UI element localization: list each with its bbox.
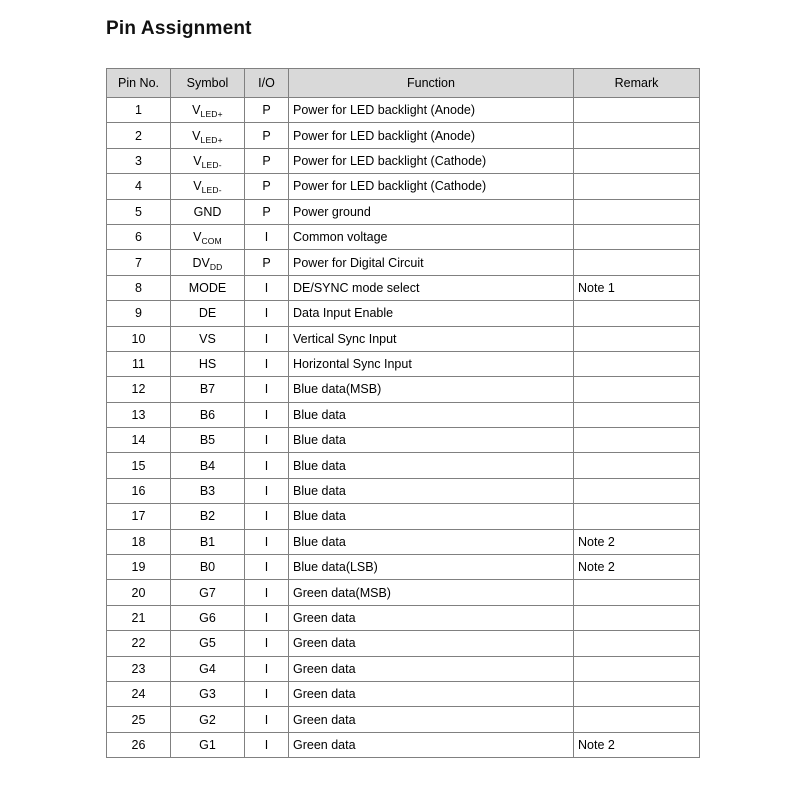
cell-symbol: B1 xyxy=(171,529,245,554)
cell-function: Green data xyxy=(289,732,574,757)
cell-symbol: B7 xyxy=(171,377,245,402)
table-row xyxy=(107,732,700,757)
cell-io: I xyxy=(245,631,289,656)
cell-function: Green data(MSB) xyxy=(289,580,574,605)
cell-pin-no: 22 xyxy=(107,631,171,656)
cell-function: Power for LED backlight (Cathode) xyxy=(289,148,574,173)
cell-symbol: G5 xyxy=(171,631,245,656)
symbol-subscript: LED+ xyxy=(200,109,223,120)
table-row xyxy=(107,250,700,275)
cell-symbol: G6 xyxy=(171,605,245,630)
cell-function: Vertical Sync Input xyxy=(289,326,574,351)
table-row xyxy=(107,580,700,605)
cell-symbol xyxy=(171,123,245,148)
cell-function: Power for LED backlight (Cathode) xyxy=(289,174,574,199)
cell-function: Horizontal Sync Input xyxy=(289,351,574,376)
cell-io: I xyxy=(245,732,289,757)
cell-symbol: G7 xyxy=(171,580,245,605)
cell-io: P xyxy=(245,199,289,224)
cell-remark xyxy=(574,605,700,630)
cell-function: Data Input Enable xyxy=(289,301,574,326)
cell-remark xyxy=(574,326,700,351)
cell-pin-no: 12 xyxy=(107,377,171,402)
cell-pin-no: 23 xyxy=(107,656,171,681)
cell-io: I xyxy=(245,275,289,300)
cell-remark xyxy=(574,631,700,656)
table-row xyxy=(107,351,700,376)
cell-symbol: G4 xyxy=(171,656,245,681)
cell-function: Power for Digital Circuit xyxy=(289,250,574,275)
cell-remark xyxy=(574,377,700,402)
cell-io: I xyxy=(245,301,289,326)
cell-symbol: B3 xyxy=(171,478,245,503)
cell-pin-no: 4 xyxy=(107,174,171,199)
table-row xyxy=(107,529,700,554)
cell-pin-no: 11 xyxy=(107,351,171,376)
cell-symbol xyxy=(171,98,245,123)
cell-io: I xyxy=(245,605,289,630)
table-row xyxy=(107,428,700,453)
cell-pin-no: 9 xyxy=(107,301,171,326)
cell-function: Blue data(MSB) xyxy=(289,377,574,402)
cell-symbol: B0 xyxy=(171,555,245,580)
table-header xyxy=(107,69,700,98)
cell-remark xyxy=(574,98,700,123)
table-row xyxy=(107,555,700,580)
table-row xyxy=(107,148,700,173)
cell-pin-no: 26 xyxy=(107,732,171,757)
cell-symbol: MODE xyxy=(171,275,245,300)
cell-remark xyxy=(574,351,700,376)
table-row xyxy=(107,707,700,732)
cell-io: P xyxy=(245,250,289,275)
cell-symbol: G1 xyxy=(171,732,245,757)
symbol-base: V xyxy=(193,179,202,194)
cell-function: Blue data xyxy=(289,529,574,554)
cell-function: Power for LED backlight (Anode) xyxy=(289,123,574,148)
pin-assignment-table xyxy=(106,68,700,758)
cell-pin-no: 3 xyxy=(107,148,171,173)
column-header-function: Function xyxy=(289,69,574,98)
cell-remark xyxy=(574,580,700,605)
column-header-io: I/O xyxy=(245,69,289,98)
cell-pin-no: 13 xyxy=(107,402,171,427)
cell-remark xyxy=(574,250,700,275)
cell-function: Green data xyxy=(289,656,574,681)
table-row xyxy=(107,275,700,300)
symbol-base: DV xyxy=(192,255,210,270)
table-row xyxy=(107,656,700,681)
table-row xyxy=(107,174,700,199)
cell-function: Green data xyxy=(289,605,574,630)
symbol-subscript: LED- xyxy=(201,185,222,196)
cell-remark: Note 1 xyxy=(574,275,700,300)
table-header-row xyxy=(107,69,700,98)
table-row xyxy=(107,605,700,630)
cell-io: I xyxy=(245,377,289,402)
cell-io: P xyxy=(245,174,289,199)
symbol-base: V xyxy=(193,153,202,168)
cell-symbol: HS xyxy=(171,351,245,376)
cell-remark: Note 2 xyxy=(574,529,700,554)
cell-io: I xyxy=(245,453,289,478)
cell-function: Common voltage xyxy=(289,224,574,249)
symbol-base: V xyxy=(192,103,201,118)
cell-symbol xyxy=(171,224,245,249)
cell-io: I xyxy=(245,402,289,427)
cell-symbol: DE xyxy=(171,301,245,326)
cell-pin-no: 5 xyxy=(107,199,171,224)
cell-remark xyxy=(574,453,700,478)
cell-remark: Note 2 xyxy=(574,732,700,757)
cell-remark xyxy=(574,478,700,503)
page-title: Pin Assignment xyxy=(106,18,252,39)
symbol-subscript: DD xyxy=(209,261,223,272)
cell-io: I xyxy=(245,681,289,706)
cell-symbol: B4 xyxy=(171,453,245,478)
cell-pin-no: 1 xyxy=(107,98,171,123)
cell-pin-no: 18 xyxy=(107,529,171,554)
cell-io: I xyxy=(245,656,289,681)
cell-remark: Note 2 xyxy=(574,555,700,580)
cell-symbol: B6 xyxy=(171,402,245,427)
cell-pin-no: 17 xyxy=(107,504,171,529)
cell-pin-no: 15 xyxy=(107,453,171,478)
cell-io: I xyxy=(245,478,289,503)
table-row xyxy=(107,326,700,351)
cell-io: I xyxy=(245,580,289,605)
cell-pin-no: 10 xyxy=(107,326,171,351)
table-row xyxy=(107,301,700,326)
cell-pin-no: 2 xyxy=(107,123,171,148)
cell-symbol: B5 xyxy=(171,428,245,453)
cell-io: P xyxy=(245,98,289,123)
symbol-subscript: LED+ xyxy=(200,134,223,145)
cell-remark xyxy=(574,402,700,427)
cell-io: I xyxy=(245,504,289,529)
cell-function: Green data xyxy=(289,681,574,706)
cell-remark xyxy=(574,174,700,199)
symbol-base: V xyxy=(193,230,202,245)
symbol-subscript: COM xyxy=(201,236,222,247)
cell-function: Blue data xyxy=(289,428,574,453)
cell-io: I xyxy=(245,707,289,732)
table-row xyxy=(107,453,700,478)
table-row xyxy=(107,199,700,224)
cell-pin-no: 8 xyxy=(107,275,171,300)
cell-symbol xyxy=(171,174,245,199)
cell-function: DE/SYNC mode select xyxy=(289,275,574,300)
cell-io: I xyxy=(245,555,289,580)
table-row xyxy=(107,681,700,706)
cell-pin-no: 6 xyxy=(107,224,171,249)
cell-remark xyxy=(574,656,700,681)
cell-pin-no: 19 xyxy=(107,555,171,580)
cell-symbol: B2 xyxy=(171,504,245,529)
table-body xyxy=(107,98,700,758)
cell-pin-no: 25 xyxy=(107,707,171,732)
cell-remark xyxy=(574,199,700,224)
cell-symbol: G3 xyxy=(171,681,245,706)
cell-remark xyxy=(574,148,700,173)
column-header-remark: Remark xyxy=(574,69,700,98)
table-row xyxy=(107,123,700,148)
cell-io: P xyxy=(245,123,289,148)
cell-function: Power ground xyxy=(289,199,574,224)
cell-symbol xyxy=(171,250,245,275)
table-row xyxy=(107,402,700,427)
symbol-subscript: LED- xyxy=(201,159,222,170)
cell-function: Power for LED backlight (Anode) xyxy=(289,98,574,123)
cell-remark xyxy=(574,301,700,326)
table-row xyxy=(107,377,700,402)
cell-pin-no: 7 xyxy=(107,250,171,275)
cell-pin-no: 14 xyxy=(107,428,171,453)
cell-remark xyxy=(574,681,700,706)
column-header-pin-no: Pin No. xyxy=(107,69,171,98)
cell-remark xyxy=(574,504,700,529)
cell-io: I xyxy=(245,326,289,351)
table-row xyxy=(107,98,700,123)
cell-io: I xyxy=(245,529,289,554)
cell-symbol: G2 xyxy=(171,707,245,732)
table-row xyxy=(107,224,700,249)
table-row xyxy=(107,504,700,529)
cell-symbol: GND xyxy=(171,199,245,224)
cell-function: Blue data(LSB) xyxy=(289,555,574,580)
cell-pin-no: 20 xyxy=(107,580,171,605)
table-row xyxy=(107,478,700,503)
cell-remark xyxy=(574,224,700,249)
cell-function: Blue data xyxy=(289,504,574,529)
table-row xyxy=(107,631,700,656)
cell-remark xyxy=(574,123,700,148)
cell-io: I xyxy=(245,224,289,249)
cell-function: Green data xyxy=(289,707,574,732)
cell-remark xyxy=(574,707,700,732)
cell-function: Blue data xyxy=(289,478,574,503)
column-header-symbol: Symbol xyxy=(171,69,245,98)
cell-symbol: VS xyxy=(171,326,245,351)
cell-function: Blue data xyxy=(289,402,574,427)
cell-function: Blue data xyxy=(289,453,574,478)
cell-remark xyxy=(574,428,700,453)
cell-io: I xyxy=(245,428,289,453)
cell-io: P xyxy=(245,148,289,173)
pin-assignment-table-container xyxy=(106,68,699,758)
cell-pin-no: 24 xyxy=(107,681,171,706)
cell-symbol xyxy=(171,148,245,173)
cell-io: I xyxy=(245,351,289,376)
cell-function: Green data xyxy=(289,631,574,656)
symbol-base: V xyxy=(192,128,201,143)
cell-pin-no: 16 xyxy=(107,478,171,503)
cell-pin-no: 21 xyxy=(107,605,171,630)
